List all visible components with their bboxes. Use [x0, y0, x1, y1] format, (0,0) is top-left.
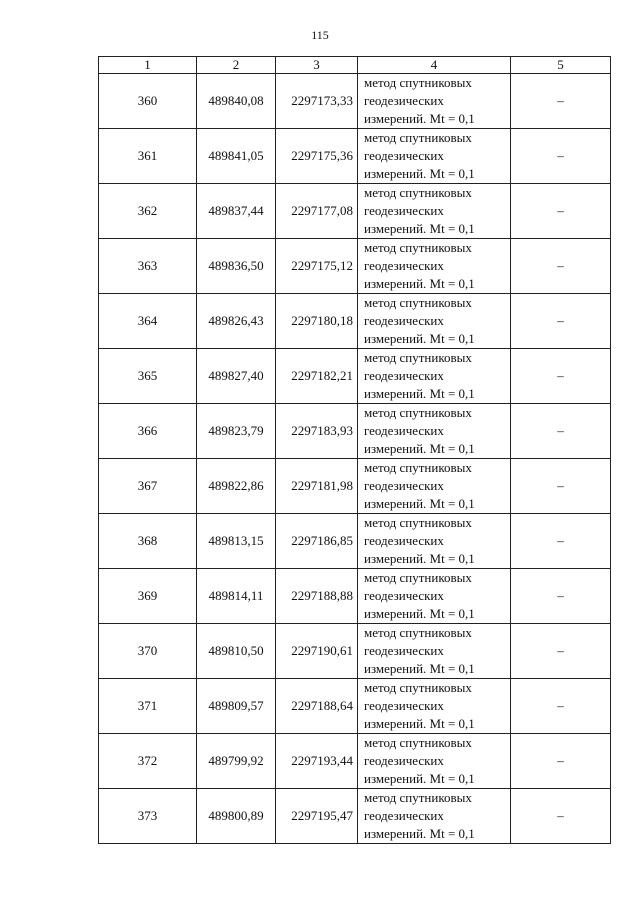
note-cell: –: [511, 514, 611, 569]
method-line: геодезических: [364, 313, 444, 328]
point-number-cell: 369: [99, 569, 197, 624]
x-coordinate-cell: 489840,08: [197, 74, 276, 129]
method-cell: [358, 569, 511, 624]
page-number: 115: [311, 28, 329, 42]
note-cell: –: [511, 129, 611, 184]
y-coordinate-cell: 2297186,85: [276, 514, 358, 569]
y-coordinate-cell: 2297182,21: [276, 349, 358, 404]
table-row: [99, 789, 611, 844]
note-cell: –: [511, 184, 611, 239]
method-cell: [358, 349, 511, 404]
note-cell: –: [511, 569, 611, 624]
method-line: метод спутниковых: [364, 790, 472, 805]
column-header-1: 1: [99, 57, 197, 74]
table-row: [99, 624, 611, 679]
y-coordinate-cell: 2297183,93: [276, 404, 358, 459]
note-cell: –: [511, 404, 611, 459]
method-line: метод спутниковых: [364, 405, 472, 420]
x-coordinate-cell: 489823,79: [197, 404, 276, 459]
point-number-cell: 363: [99, 239, 197, 294]
table-header: [99, 57, 611, 74]
table-row: [99, 734, 611, 789]
method-line: геодезических: [364, 368, 444, 383]
x-coordinate-cell: 489810,50: [197, 624, 276, 679]
note-cell: –: [511, 789, 611, 844]
header-row: [99, 57, 611, 74]
method-line: измерений. Mt = 0,1: [364, 826, 475, 841]
method-line: геодезических: [364, 753, 444, 768]
note-cell: –: [511, 459, 611, 514]
y-coordinate-cell: 2297177,08: [276, 184, 358, 239]
y-coordinate-cell: 2297175,12: [276, 239, 358, 294]
method-line: измерений. Mt = 0,1: [364, 166, 475, 181]
table-row: [99, 679, 611, 734]
method-line: измерений. Mt = 0,1: [364, 111, 475, 126]
y-coordinate-cell: 2297193,44: [276, 734, 358, 789]
method-line: измерений. Mt = 0,1: [364, 496, 475, 511]
method-line: измерений. Mt = 0,1: [364, 441, 475, 456]
method-line: геодезических: [364, 643, 444, 658]
y-coordinate-cell: 2297181,98: [276, 459, 358, 514]
method-cell: [358, 734, 511, 789]
note-cell: –: [511, 679, 611, 734]
method-line: геодезических: [364, 423, 444, 438]
note-cell: –: [511, 624, 611, 679]
table-row: [99, 459, 611, 514]
method-cell: [358, 294, 511, 349]
point-number-cell: 362: [99, 184, 197, 239]
method-cell: [358, 239, 511, 294]
point-number-cell: 361: [99, 129, 197, 184]
method-line: измерений. Mt = 0,1: [364, 221, 475, 236]
method-cell: [358, 789, 511, 844]
note-cell: –: [511, 294, 611, 349]
y-coordinate-cell: 2297195,47: [276, 789, 358, 844]
x-coordinate-cell: 489837,44: [197, 184, 276, 239]
table-row: [99, 239, 611, 294]
method-line: геодезических: [364, 533, 444, 548]
y-coordinate-cell: 2297180,18: [276, 294, 358, 349]
point-number-cell: 367: [99, 459, 197, 514]
table-row: [99, 129, 611, 184]
y-coordinate-cell: 2297188,88: [276, 569, 358, 624]
method-line: метод спутниковых: [364, 240, 472, 255]
column-header-2: 2: [197, 57, 276, 74]
point-number-cell: 372: [99, 734, 197, 789]
x-coordinate-cell: 489800,89: [197, 789, 276, 844]
method-line: геодезических: [364, 93, 444, 108]
method-cell: [358, 184, 511, 239]
point-number-cell: 365: [99, 349, 197, 404]
method-line: метод спутниковых: [364, 680, 472, 695]
point-number-cell: 368: [99, 514, 197, 569]
point-number-cell: 373: [99, 789, 197, 844]
method-line: метод спутниковых: [364, 130, 472, 145]
method-line: метод спутниковых: [364, 185, 472, 200]
x-coordinate-cell: 489841,05: [197, 129, 276, 184]
x-coordinate-cell: 489822,86: [197, 459, 276, 514]
method-line: измерений. Mt = 0,1: [364, 276, 475, 291]
column-header-4: 4: [358, 57, 511, 74]
method-cell: [358, 459, 511, 514]
table-body: [99, 74, 611, 844]
method-line: метод спутниковых: [364, 570, 472, 585]
method-line: метод спутниковых: [364, 625, 472, 640]
x-coordinate-cell: 489836,50: [197, 239, 276, 294]
x-coordinate-cell: 489799,92: [197, 734, 276, 789]
method-cell: [358, 514, 511, 569]
method-line: измерений. Mt = 0,1: [364, 331, 475, 346]
method-line: измерений. Mt = 0,1: [364, 606, 475, 621]
x-coordinate-cell: 489814,11: [197, 569, 276, 624]
method-line: геодезических: [364, 148, 444, 163]
method-cell: [358, 679, 511, 734]
method-line: геодезических: [364, 808, 444, 823]
method-line: метод спутниковых: [364, 515, 472, 530]
method-line: измерений. Mt = 0,1: [364, 551, 475, 566]
column-header-3: 3: [276, 57, 358, 74]
table-row: [99, 569, 611, 624]
table-row: [99, 349, 611, 404]
y-coordinate-cell: 2297190,61: [276, 624, 358, 679]
note-cell: –: [511, 734, 611, 789]
method-line: геодезических: [364, 258, 444, 273]
method-line: геодезических: [364, 588, 444, 603]
method-line: метод спутниковых: [364, 295, 472, 310]
table-row: [99, 514, 611, 569]
method-line: метод спутниковых: [364, 735, 472, 750]
point-number-cell: 371: [99, 679, 197, 734]
method-line: геодезических: [364, 203, 444, 218]
table-row: [99, 74, 611, 129]
y-coordinate-cell: 2297188,64: [276, 679, 358, 734]
method-cell: [358, 404, 511, 459]
method-line: измерений. Mt = 0,1: [364, 716, 475, 731]
table-row: [99, 294, 611, 349]
point-number-cell: 366: [99, 404, 197, 459]
table-row: [99, 184, 611, 239]
coordinates-table: [98, 56, 611, 844]
x-coordinate-cell: 489826,43: [197, 294, 276, 349]
x-coordinate-cell: 489813,15: [197, 514, 276, 569]
method-line: метод спутниковых: [364, 75, 472, 90]
method-cell: [358, 624, 511, 679]
method-cell: [358, 129, 511, 184]
x-coordinate-cell: 489809,57: [197, 679, 276, 734]
table-row: [99, 404, 611, 459]
y-coordinate-cell: 2297173,33: [276, 74, 358, 129]
method-line: геодезических: [364, 478, 444, 493]
method-line: геодезических: [364, 698, 444, 713]
method-line: измерений. Mt = 0,1: [364, 386, 475, 401]
point-number-cell: 364: [99, 294, 197, 349]
column-header-5: 5: [511, 57, 611, 74]
x-coordinate-cell: 489827,40: [197, 349, 276, 404]
y-coordinate-cell: 2297175,36: [276, 129, 358, 184]
point-number-cell: 370: [99, 624, 197, 679]
method-line: измерений. Mt = 0,1: [364, 661, 475, 676]
note-cell: –: [511, 349, 611, 404]
method-cell: [358, 74, 511, 129]
method-line: измерений. Mt = 0,1: [364, 771, 475, 786]
point-number-cell: 360: [99, 74, 197, 129]
note-cell: –: [511, 239, 611, 294]
note-cell: –: [511, 74, 611, 129]
method-line: метод спутниковых: [364, 350, 472, 365]
method-line: метод спутниковых: [364, 460, 472, 475]
